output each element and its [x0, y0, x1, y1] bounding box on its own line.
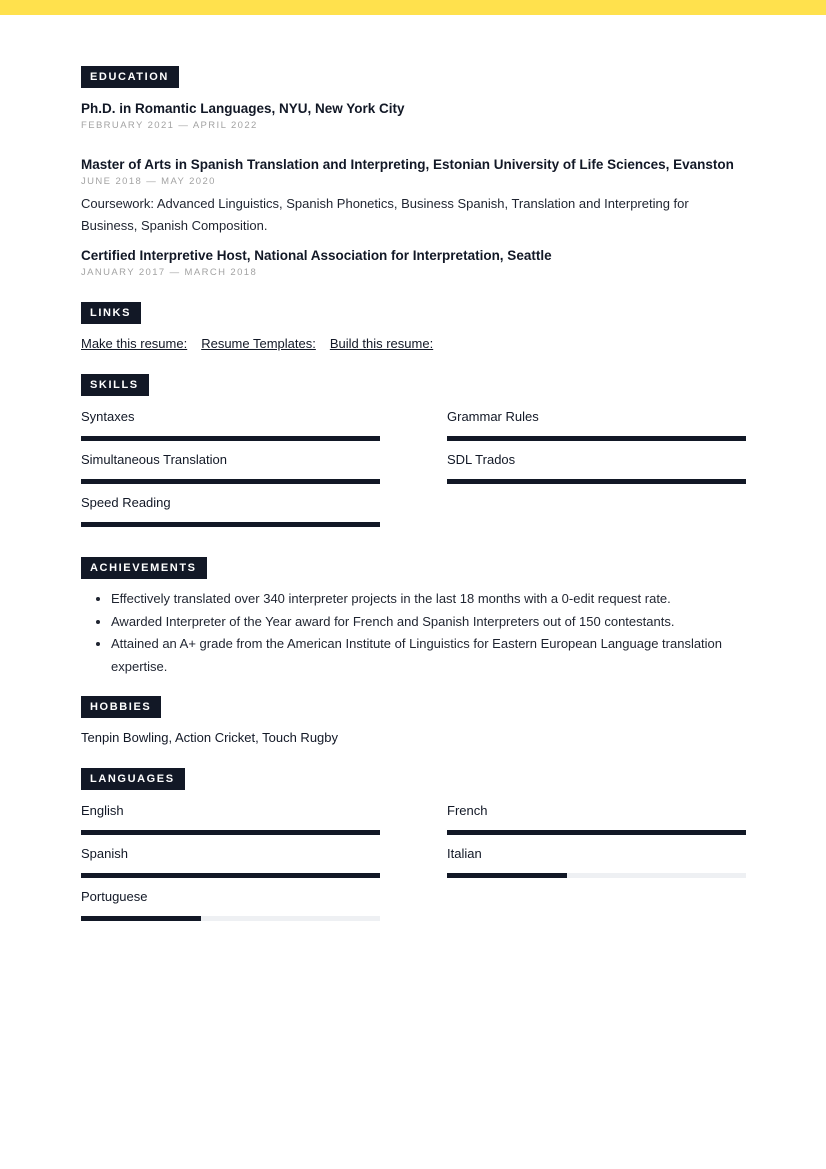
skill-level-fill	[447, 436, 746, 441]
language-level-fill	[447, 830, 746, 835]
education-dates: FEBRUARY 2021 — APRIL 2022	[81, 120, 258, 131]
language-level-bar	[447, 830, 746, 835]
education-section	[81, 66, 746, 279]
education-entry	[81, 247, 746, 279]
education-description: Coursework: Advanced Linguistics, Spanish Phonetics, Business Spanish, Translation and Interpreting for Business, Spanish Composition.	[81, 196, 689, 233]
link-make-resume[interactable]: Make this resume:	[81, 336, 188, 351]
education-dates: JANUARY 2017 — MARCH 2018	[81, 267, 258, 278]
hobbies-section	[81, 696, 746, 747]
skill-level-fill	[81, 436, 380, 441]
links-row	[81, 335, 746, 353]
skill-level-bar	[447, 479, 746, 484]
accent-top-bar	[0, 0, 826, 15]
language-level-fill	[81, 830, 380, 835]
skill-item	[81, 406, 380, 449]
language-item	[81, 843, 380, 886]
achievements-section	[81, 557, 746, 678]
section-heading-education: EDUCATION	[81, 66, 179, 88]
language-name: English	[81, 803, 124, 818]
link-resume-templates[interactable]: Resume Templates:	[201, 336, 316, 351]
skill-name: Syntaxes	[81, 409, 135, 424]
language-level-bar	[81, 830, 380, 835]
education-entry	[81, 156, 746, 237]
skill-item	[447, 449, 746, 492]
section-heading-achievements: ACHIEVEMENTS	[81, 557, 207, 579]
language-item	[447, 843, 746, 886]
skill-name: Simultaneous Translation	[81, 452, 227, 467]
section-heading-languages: LANGUAGES	[81, 768, 185, 790]
skill-name: Speed Reading	[81, 495, 171, 510]
language-item	[81, 886, 380, 929]
skill-item	[81, 449, 380, 492]
language-level-fill	[81, 916, 201, 921]
resume-page	[81, 66, 746, 929]
skill-level-fill	[81, 522, 380, 527]
skill-level-fill	[81, 479, 380, 484]
skill-level-bar	[447, 436, 746, 441]
skills-section	[81, 374, 746, 535]
skill-level-bar	[81, 436, 380, 441]
education-title: Master of Arts in Spanish Translation and Interpreting, Estonian University of Life Sciences, Evanston	[81, 157, 734, 172]
languages-grid	[81, 800, 746, 929]
language-level-fill	[81, 873, 380, 878]
languages-section	[81, 768, 746, 929]
education-entry	[81, 100, 746, 132]
section-heading-links: LINKS	[81, 302, 141, 324]
skill-item	[447, 406, 746, 449]
language-level-bar	[81, 873, 380, 878]
achievement-item: • Effectively translated over 340 interpreter projects in the last 18 months with a 0-edit request rate.	[111, 588, 746, 611]
language-name: French	[447, 803, 488, 818]
link-build-resume[interactable]: Build this resume:	[329, 336, 434, 351]
hobbies-text: Tenpin Bowling, Action Cricket, Touch Rugby	[81, 730, 339, 745]
language-name: Spanish	[81, 846, 128, 861]
links-section	[81, 302, 746, 353]
skills-grid	[81, 406, 746, 535]
skill-level-bar	[81, 522, 380, 527]
skill-name: Grammar Rules	[447, 409, 539, 424]
achievements-list	[81, 588, 746, 678]
language-item	[447, 800, 746, 843]
language-level-bar	[447, 873, 746, 878]
education-title: Certified Interpretive Host, National Association for Interpretation, Seattle	[81, 248, 552, 263]
language-item	[81, 800, 380, 843]
education-dates: JUNE 2018 — MAY 2020	[81, 176, 216, 187]
section-heading-skills: SKILLS	[81, 374, 149, 396]
achievement-item: • Attained an A+ grade from the American Institute of Linguistics for Eastern European Language translation expertise.	[111, 633, 746, 678]
education-title: Ph.D. in Romantic Languages, NYU, New York City	[81, 101, 405, 116]
language-level-fill	[447, 873, 567, 878]
section-heading-hobbies: HOBBIES	[81, 696, 161, 718]
skill-item	[81, 492, 380, 535]
skill-level-bar	[81, 479, 380, 484]
skill-name: SDL Trados	[447, 452, 516, 467]
language-name: Italian	[447, 846, 482, 861]
language-name: Portuguese	[81, 889, 148, 904]
achievement-item: • Awarded Interpreter of the Year award for French and Spanish Interpreters out of 150 contestants.	[111, 611, 746, 634]
language-level-bar	[81, 916, 380, 921]
skill-level-fill	[447, 479, 746, 484]
